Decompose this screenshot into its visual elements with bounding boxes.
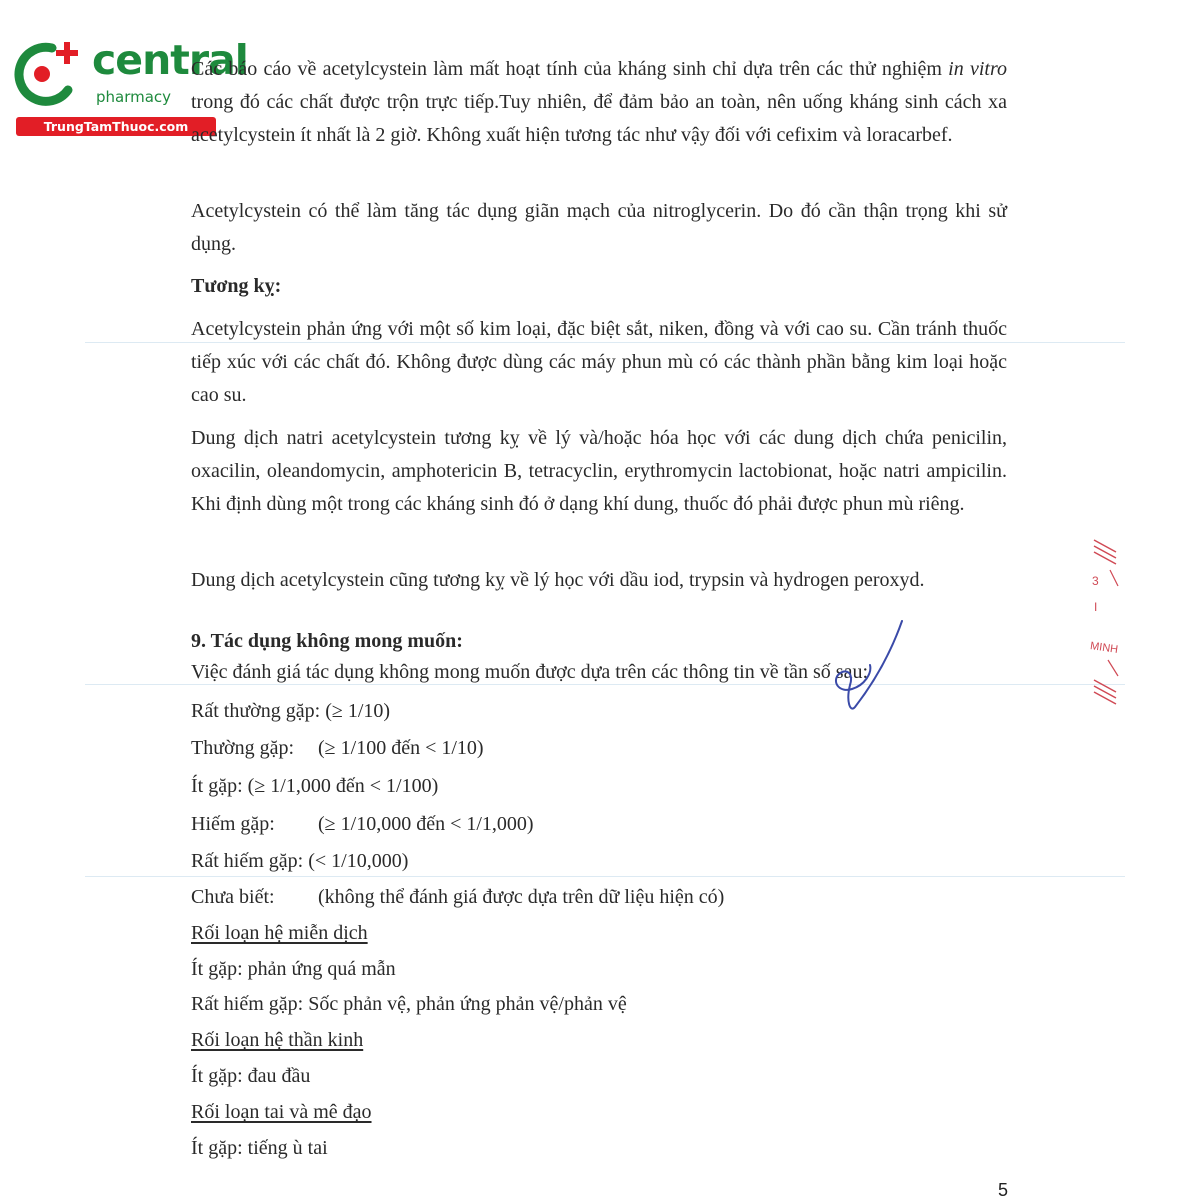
- section-9-intro: Việc đánh giá tác dụng không mong muốn được dựa trên các thông tin về tần số sau:: [191, 661, 869, 683]
- scan-line: [85, 684, 1125, 685]
- heading-section-9: 9. Tác dụng không mong muốn:: [191, 630, 463, 652]
- paragraph-metals: Acetylcystein phản ứng với một số kim loại, đặc biệt sắt, niken, đồng và với cao su. Cần tránh thuốc tiếp xúc với các chất đó. Không được dùng các máy phun mù có các thành phần bằng kim loại hoặc cao su.: [191, 318, 1007, 406]
- frequency-value: (≥ 1/10,000 đến < 1/1,000): [318, 813, 534, 835]
- italic-text: in: [948, 58, 964, 80]
- system-heading-ear: Rối loạn tai và mê đạo: [191, 1101, 372, 1123]
- stamp-text: 3: [1092, 574, 1099, 588]
- page-number: 5: [998, 1180, 1009, 1200]
- frequency-row: [191, 775, 438, 798]
- adverse-effect-item: Ít gặp: tiếng ù tai: [191, 1137, 328, 1159]
- logo-mark-icon: [8, 38, 92, 110]
- frequency-row: [191, 813, 534, 836]
- stamp-ring-icon: [1080, 530, 1120, 720]
- paragraph-antibiotic-interaction: [191, 53, 1007, 152]
- italic-text: vitro: [969, 58, 1008, 80]
- logo-site-banner: TrungTamThuoc.com: [16, 117, 216, 136]
- stamp-fragment: [1080, 530, 1120, 720]
- frequency-value: (không thể đánh giá được dựa trên dữ liệu hiện có): [318, 886, 725, 908]
- frequency-label: Hiếm gặp:: [191, 813, 275, 835]
- frequency-row: [191, 737, 484, 760]
- frequency-label: Thường gặp:: [191, 737, 295, 759]
- logo-subtitle: pharmacy: [96, 88, 172, 106]
- frequency-label: Rất thường gặp:: [191, 700, 321, 722]
- logo-brand: central: [92, 36, 248, 84]
- paragraph-antibiotic-solutions: Dung dịch natri acetylcystein tương kỵ về lý và/hoặc hóa học với các dung dịch chứa penicilin, oxacilin, oleandomycin, amphotericin B, tetracyclin, erythromycin lactobionat, hoặc natri ampicilin. Khi định dùng một trong các kháng sinh đó ở dạng khí dung, thuốc đó phải được phun mù riêng.: [191, 427, 1007, 515]
- frequency-value: (≥ 1/1,000 đến < 1/100): [247, 775, 439, 797]
- adverse-effect-item: Rất hiếm gặp: Sốc phản vệ, phản ứng phản vệ/phản vệ: [191, 993, 627, 1015]
- frequency-label: Rất hiếm gặp:: [191, 850, 304, 872]
- frequency-row: [191, 850, 408, 873]
- frequency-row: [191, 700, 390, 723]
- system-heading-immune: Rối loạn hệ miễn dịch: [191, 922, 368, 944]
- frequency-value: (≥ 1/100 đến < 1/10): [318, 737, 484, 759]
- frequency-label: Ít gặp:: [191, 775, 243, 797]
- paragraph-text: Các báo cáo về acetylcystein làm mất hoạt tính của kháng sinh chỉ dựa trên các thử nghiệm: [191, 58, 942, 80]
- frequency-value: (< 1/10,000): [308, 850, 409, 872]
- heading-incompatibility: Tương kỵ:: [191, 275, 282, 297]
- adverse-effect-item: Ít gặp: phản ứng quá mẫn: [191, 958, 396, 980]
- scan-line: [85, 876, 1125, 877]
- paragraph-text: trong đó các chất được trộn trực tiếp.Tuy nhiên, để đảm bảo an toàn, nên uống kháng sinh cách xa acetylcystein ít nhất là 2 giờ. Không xuất hiện tương tác như vậy đối với cefixim và loracarbef.: [191, 91, 1007, 146]
- stamp-text: MINH: [1089, 640, 1119, 656]
- adverse-effect-item: Ít gặp: đau đầu: [191, 1065, 311, 1087]
- stamp-text: I: [1094, 600, 1098, 614]
- system-heading-nervous: Rối loạn hệ thần kinh: [191, 1029, 364, 1051]
- frequency-value: (≥ 1/10): [325, 700, 391, 722]
- paragraph-nitroglycerin: Acetylcystein có thể làm tăng tác dụng giãn mạch của nitroglycerin. Do đó cần thận trọng khi sử dụng.: [191, 200, 1007, 255]
- signature-icon: [810, 615, 920, 715]
- frequency-row: [191, 886, 724, 909]
- paragraph-iodine: Dung dịch acetylcystein cũng tương kỵ về lý học với dầu iod, trypsin và hydrogen peroxyd.: [191, 569, 925, 591]
- frequency-label: Chưa biết:: [191, 886, 275, 908]
